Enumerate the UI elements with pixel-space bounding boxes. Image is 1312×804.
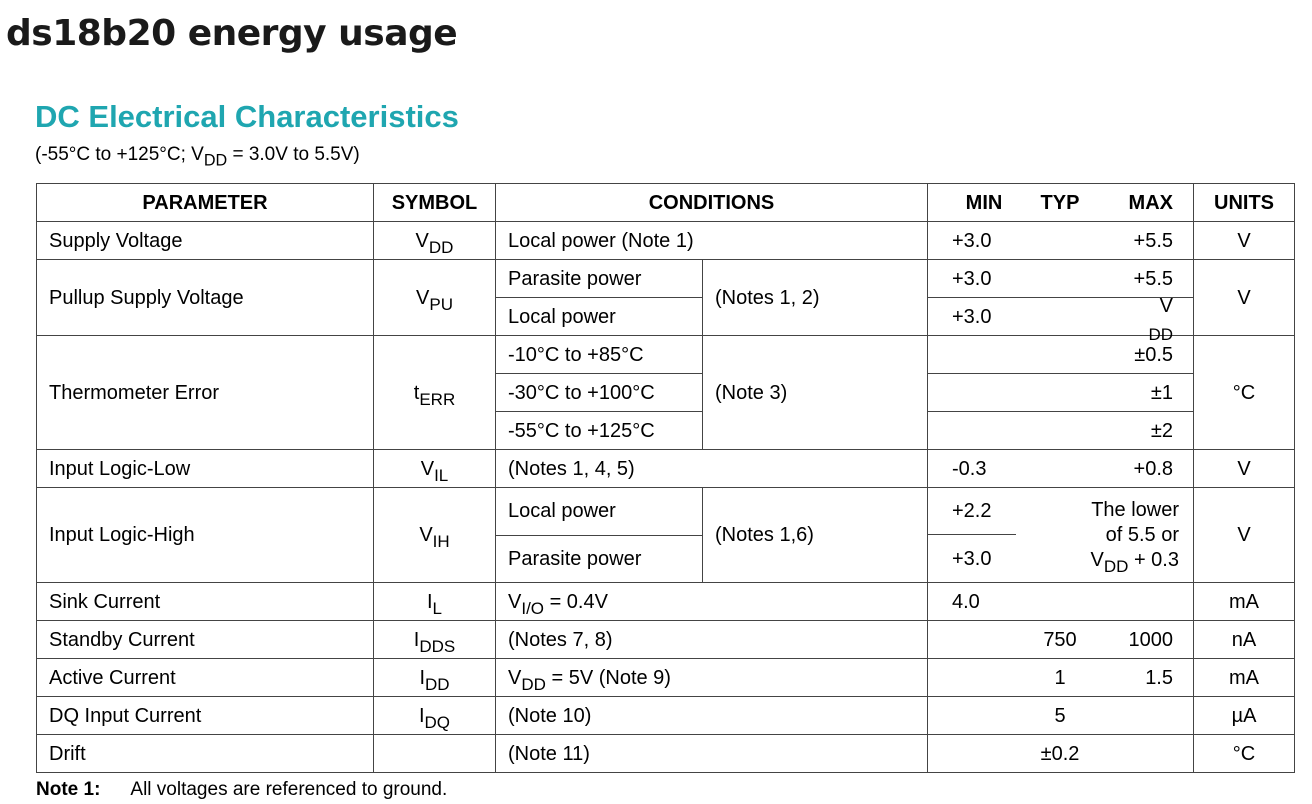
max-value: +5.5 (1133, 229, 1173, 252)
header-parameter: PARAMETER (37, 184, 374, 222)
typ-value: ±0.2 (1040, 742, 1080, 765)
table-row (37, 488, 1295, 536)
condition: (Notes 7, 8) (496, 621, 928, 659)
param-active-current: Active Current (37, 659, 374, 697)
symbol-empty (374, 735, 496, 773)
param-standby-current: Standby Current (37, 621, 374, 659)
min-value: +3.0 (952, 305, 992, 328)
symbol-idd: $I_{DD}$ (374, 659, 496, 697)
table-row (37, 222, 1295, 260)
condition: Parasite power (496, 260, 703, 298)
footnote (36, 778, 447, 802)
condition: $V_{DD} = 5V$ (Note 9) (496, 659, 928, 697)
condition: (Notes 1, 4, 5) (496, 450, 928, 488)
condition: -55°C to +125°C (496, 412, 703, 450)
symbol-vpu: $V_{PU}$ (374, 260, 496, 336)
table-row (37, 735, 1295, 773)
units: mA (1194, 583, 1295, 621)
values (928, 374, 1194, 412)
table-row (37, 450, 1295, 488)
symbol-idds: $I_{DDS}$ (374, 621, 496, 659)
symbol-idq: $I_{DQ}$ (374, 697, 496, 735)
max-value: V $_{DD}$ (1148, 294, 1173, 344)
min-value: -0.3 (952, 457, 987, 480)
footnote-text: All voltages are referenced to ground. (130, 779, 448, 800)
page-title: ds18b20 energy usage (6, 13, 458, 54)
values (928, 488, 1194, 583)
units: °C (1194, 735, 1295, 773)
header-symbol: SYMBOL (374, 184, 496, 222)
table-row (37, 583, 1295, 621)
header-typ: TYP (1040, 191, 1080, 214)
param-dq-input-current: DQ Input Current (37, 697, 374, 735)
param-pullup-voltage: Pullup Supply Voltage (37, 260, 374, 336)
values (928, 222, 1194, 260)
units: µA (1194, 697, 1295, 735)
values (928, 583, 1194, 621)
units: V (1194, 450, 1295, 488)
table-row (37, 336, 1295, 374)
condition: -10°C to +85°C (496, 336, 703, 374)
param-input-logic-low: Input Logic-Low (37, 450, 374, 488)
values (928, 294, 1194, 344)
header-min: MIN (965, 191, 1003, 214)
min-value: +3.0 (952, 229, 992, 252)
symbol-vil: $V_{IL}$ (374, 450, 496, 488)
typ-value: 750 (1043, 628, 1077, 651)
condition: Local power (Note 1) (496, 222, 928, 260)
values (928, 412, 1194, 450)
symbol-il: $I_L$ (374, 583, 496, 621)
symbol-terr: $t_{ERR}$ (374, 336, 496, 450)
table-row (37, 697, 1295, 735)
min-value: 4.0 (952, 590, 980, 613)
operating-conditions: (-55°C to +125°C; $V_{DD} = 3.0V$ to 5.5V) (35, 144, 360, 170)
param-input-logic-high: Input Logic-High (37, 488, 374, 583)
symbol-vih: $V_{IH}$ (374, 488, 496, 583)
table-header-row (37, 184, 1295, 222)
condition: (Note 10) (496, 697, 928, 735)
units: °C (1194, 336, 1295, 450)
param-sink-current: Sink Current (37, 583, 374, 621)
units: V (1194, 260, 1295, 336)
units: V (1194, 222, 1295, 260)
max-value: 1.5 (1145, 666, 1173, 689)
min-value: +3.0 (952, 547, 992, 570)
condition: $V_{I/O} = 0.4V$ (496, 583, 928, 621)
condition-note: (Notes 1,6) (703, 488, 928, 583)
table-row (37, 621, 1295, 659)
min-value: +2.2 (928, 488, 1016, 535)
values (928, 735, 1194, 773)
values (928, 697, 1194, 735)
values (928, 450, 1194, 488)
param-supply-voltage: Supply Voltage (37, 222, 374, 260)
dc-characteristics-table (36, 183, 1295, 773)
values (928, 621, 1194, 659)
condition: Parasite power (496, 535, 703, 583)
condition: Local power (496, 488, 703, 536)
max-value: +5.5 (1133, 267, 1173, 290)
min-value: +3.0 (952, 267, 992, 290)
condition-note: (Note 3) (703, 336, 928, 450)
units: nA (1194, 621, 1295, 659)
units: V (1194, 488, 1295, 583)
max-value: ±2 (1150, 419, 1173, 442)
footnote-label: Note 1: (36, 779, 101, 800)
max-value: +0.8 (1133, 457, 1173, 480)
table-row (37, 659, 1295, 697)
max-value: The lower of 5.5 or $V_{DD} + 0.3$ (1090, 498, 1179, 576)
max-value: ±0.5 (1134, 343, 1173, 366)
condition: -30°C to +100°C (496, 374, 703, 412)
units: mA (1194, 659, 1295, 697)
condition: (Note 11) (496, 735, 928, 773)
header-min-typ-max (928, 184, 1194, 222)
typ-value: 1 (1054, 666, 1066, 689)
max-value: 1000 (1128, 628, 1173, 651)
values (928, 260, 1194, 298)
typ-value: 5 (1054, 704, 1066, 727)
condition-note: (Notes 1, 2) (703, 260, 928, 336)
param-drift: Drift (37, 735, 374, 773)
values (928, 659, 1194, 697)
param-thermometer-error: Thermometer Error (37, 336, 374, 450)
header-conditions: CONDITIONS (496, 184, 928, 222)
condition: Local power (496, 298, 703, 336)
header-max: MAX (1128, 191, 1173, 214)
section-title: DC Electrical Characteristics (35, 99, 459, 134)
table-row (37, 260, 1295, 298)
symbol-vdd: $V_{DD}$ (374, 222, 496, 260)
max-value: ±1 (1150, 381, 1173, 404)
header-units: UNITS (1194, 184, 1295, 222)
